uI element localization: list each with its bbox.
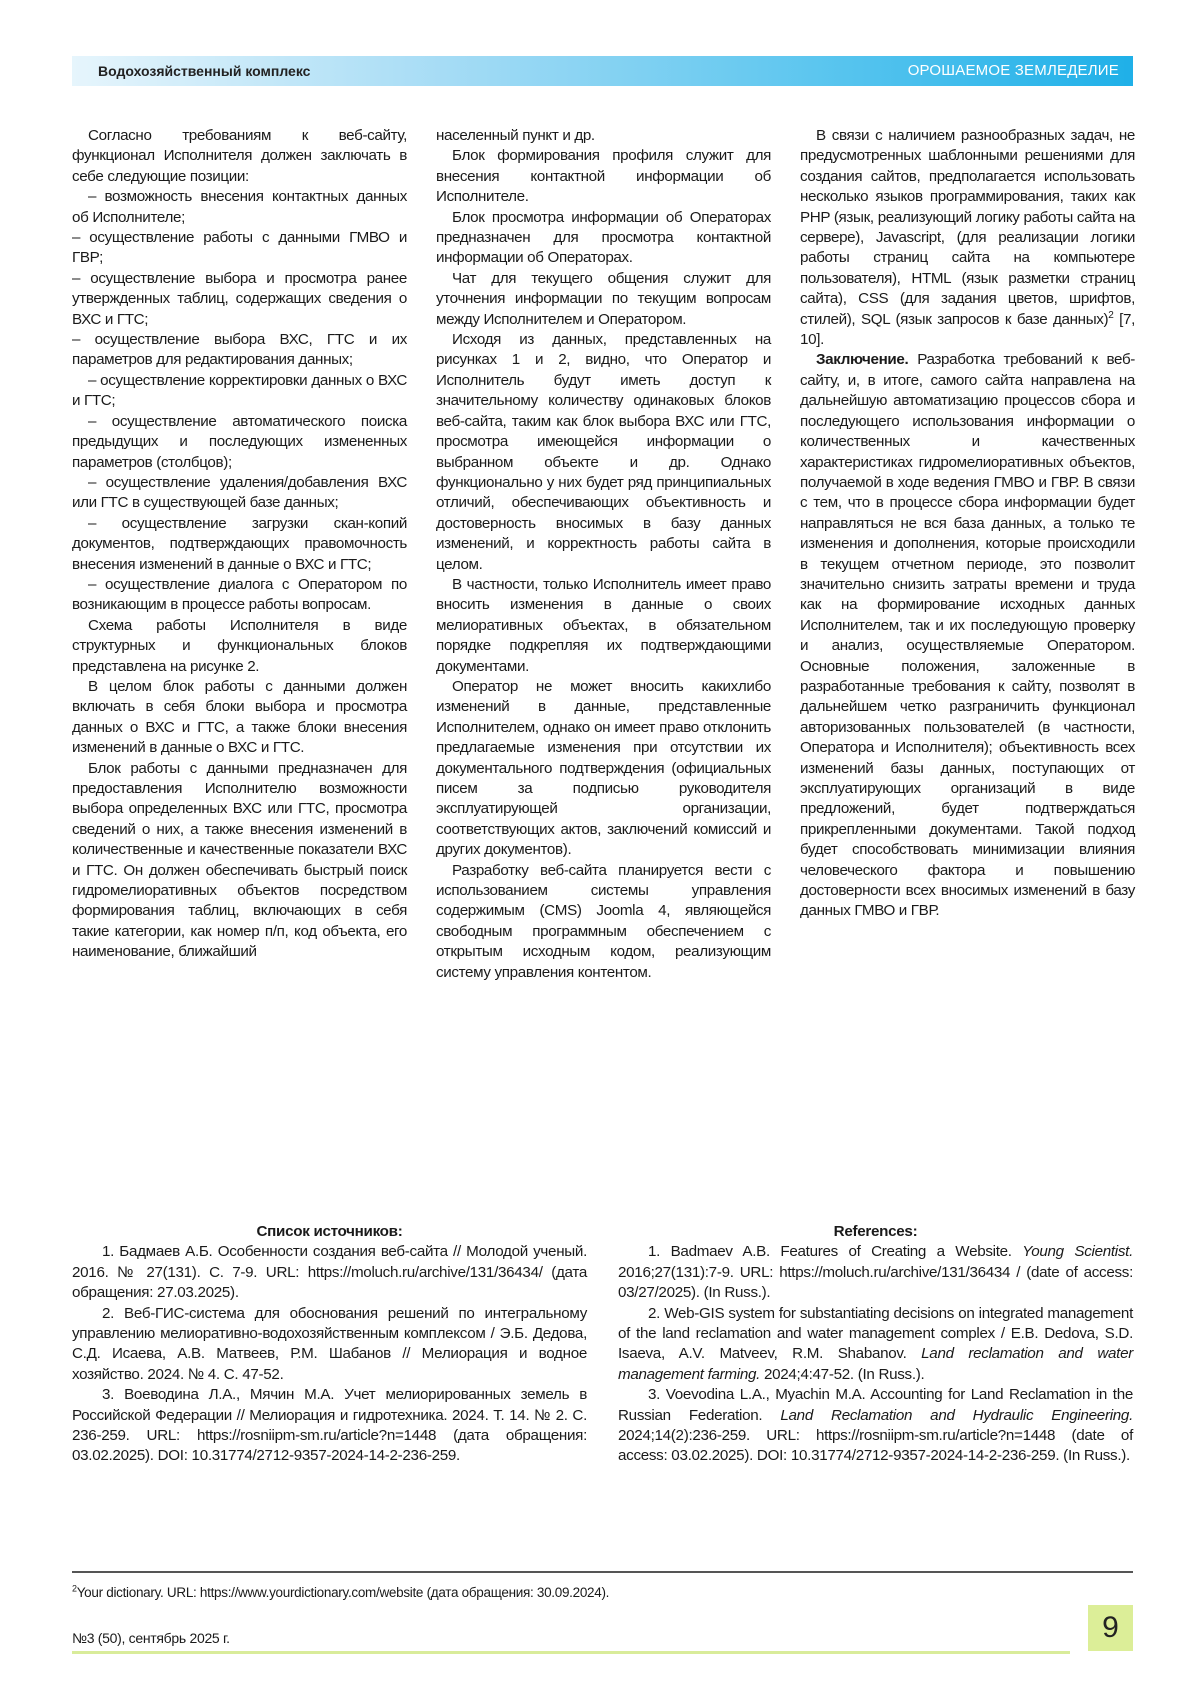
list-item: – осуществление выбора ВХС, ГТС и их параметров для редактирования данных; [72,330,407,371]
reference-item [618,1304,1133,1386]
ref-text: 2. Web-GIS system for substantiating decisions on integrated management of the land reclamation and water management complex / E.B. Dedova, S.D. Isaeva, A.V. Matveev, R.M. Shabanov. [618,1305,1133,1363]
ref-journal: Land Reclamation and Hydraulic Engineering. [780,1407,1133,1424]
text-column-1 [72,126,407,963]
ref-journal: Young Scientist. [1022,1243,1133,1260]
issue-info: №3 (50), сентябрь 2025 г. [72,1630,230,1646]
footnote-divider [72,1571,1133,1573]
list-item: – осуществление корректировки данных о ВХС и ГТС; [72,371,407,412]
paragraph: Разработку веб-сайта планируется вести с использованием системы управления содержимым (CMS) Joomla 4, являющейся свободным программным обеспечением с открытым исходным кодом, реализующим систему управления контентом. [436,861,771,983]
footnote-mark: 2 [72,1584,77,1594]
reference-item: 1. Бадмаев А.Б. Особенности создания веб-сайта // Молодой ученый. 2016. № 27(131). С. 7-9. URL: https://moluch.ru/archive/131/36434/ (дата обращения: 27.03.2025). [72,1242,587,1303]
paragraph: Блок формирования профиля служит для внесения контактной информации об Исполнителе. [436,146,771,207]
paragraph: Блок работы с данными предназначен для предоставления Исполнителю возможности выбора определенных ВХС или ГТС, просмотра сведений о них, а также внесения изменений в количественные и качественные показатели ВХС и ГТС. Он должен обеспечивать быстрый поиск гидромелиоративных объектов посредством формирования таблиц, включающих в себя такие категории, как номер п/п, код объекта, его наименование, ближайший [72,759,407,963]
ref-text: 1. Badmaev A.B. Features of Creating a Website. [648,1243,1022,1260]
list-item: – осуществление удаления/добавления ВХС или ГТС в существующей базе данных; [72,473,407,514]
paragraph: Исходя из данных, представленных на рисунках 1 и 2, видно, что Оператор и Исполнитель будут иметь доступ к значительному количеству одинаковых блоков веб-сайта, таким как блок выбора ВХС или ГТС, просмотра имеющейся информации о выбранном объекте и др. Однако функционально у них будет ряд принципиальных отличий, обеспечивающих объективность и достоверность вносимых в базу данных изменений, и корректность работы сайта в целом. [436,330,771,575]
references-ru [72,1222,587,1467]
list-item: – возможность внесения контактных данных об Исполнителе; [72,187,407,228]
paragraph: населенный пункт и др. [436,126,771,146]
paragraph-text: Разработка требований к веб-сайту, и, в итоге, самого сайта направлена на дальнейшую автоматизацию процессов сбора и последующего использования информации о количественных и качественных характеристиках гидромелиоративных объектов, получаемой в ходе ведения ГМВО и ГВР. В связи с тем, что в процессе сбора информации будет направляться не вся база данных, а только те изменения и дополнения, которые происходили в текущем отчетном периоде, это позволит значительно снизить затраты времени и труда как на формирование исходных данных Исполнителем, так и их последующую проверку и анализ, осуществляемые Оператором. Основные положения, заложенные в разработанные требования к сайту, позволят в дальнейшем четко разграничить функционал авторизованных пользователей (в частности, Оператора и Исполнителя); объективность всех изменений базы данных, поступающих от эксплуатирующих организаций в виде предложений, будет подтверждаться прикрепленными документами. Такой подход будет способствовать минимизации влияния человеческого фактора и повышению достоверности всех вносимых изменений в базу данных ГМВО и ГВР. [800,351,1135,919]
paragraph: В целом блок работы с данными должен включать в себя блоки выбора и просмотра данных о ВХС и ГТС, а также блоки внесения изменений в данные о ВХС и ГТС. [72,677,407,759]
references-title: References: [618,1222,1133,1242]
reference-item [618,1385,1133,1467]
list-item: – осуществление выбора и просмотра ранее утвержденных таблиц, содержащих сведения о ВХС и ГТС; [72,269,407,330]
list-item: – осуществление автоматического поиска предыдущих и последующих измененных параметров (столбцов); [72,412,407,473]
paragraph: Блок просмотра информации об Операторах предназначен для просмотра контактной информации об Операторах. [436,208,771,269]
ref-text: 2024;14(2):236-259. URL: https://rosniipm-sm.ru/article?n=1448 (date of access: 03.02.2025). DOI: 10.31774/2712-9357-2024-14-2-236-259. (In Russ.). [618,1427,1133,1464]
conclusion-heading: Заключение. [816,351,908,368]
citation: [7, 10]. [800,311,1135,348]
running-header [72,56,1133,86]
paragraph: В частности, только Исполнитель имеет право вносить изменения в данные о своих мелиоративных объектах, в обязательном порядке подкрепляя их подтверждающими документами. [436,575,771,677]
ref-text: 3. Voevodina L.A., Myachin M.A. Accounting for Land Reclamation in the Russian Federation. [618,1386,1133,1423]
references-en [618,1222,1133,1467]
text-column-2 [436,126,771,983]
reference-item: 3. Воеводина Л.А., Мячин М.А. Учет мелиорированных земель в Российской Федерации // Мелиорация и гидротехника. 2024. Т. 14. № 2. С. 236-259. URL: https://rosniipm-sm.ru/article?n=1448 (дата обращения: 03.02.2025). DOI: 10.31774/2712-9357-2024-14-2-236-259. [72,1385,587,1467]
ref-text: 2024;4:47-52. (In Russ.). [760,1366,924,1383]
paragraph: Согласно требованиям к веб-сайту, функционал Исполнителя должен заключать в себе следующие позиции: [72,126,407,187]
journal-section: Водохозяйственный комплекс [98,63,310,79]
paragraph: Схема работы Исполнителя в виде структурных и функциональных блоков представлена на рисунке 2. [72,616,407,677]
paragraph: Оператор не может вносить какихлибо изменений в данные, представленные Исполнителем, однако он имеет право отклонить предлагаемые изменения при отсутствии их документального подтверждения (официальных писем за подписью руководителя эксплуатирующей организации, соответствующих актов, заключений комиссий и других документов). [436,677,771,861]
reference-item: 2. Веб-ГИС-система для обоснования решений по интегральному управлению мелиоративно-водохозяйственным комплексом / Э.Б. Дедова, С.Д. Исаева, А.В. Матвеев, Р.М. Шабанов // Мелиорация и водное хозяйство. 2024. № 4. С. 47-52. [72,1304,587,1386]
references-title: Список источников: [72,1222,587,1242]
paragraph: Чат для текущего общения служит для уточнения информации по текущим вопросам между Исполнителем и Оператором. [436,269,771,330]
ref-journal: Land reclamation and water management farming. [618,1345,1133,1382]
list-item: – осуществление работы с данными ГМВО и ГВР; [72,228,407,269]
rubric-title: ОРОШАЕМОЕ ЗЕМЛЕДЕЛИЕ [908,62,1119,79]
list-item: – осуществление загрузки скан-копий документов, подтверждающих правомочность внесения изменений в данные о ВХС и ГТС; [72,514,407,575]
page-number: 9 [1088,1605,1133,1651]
footnote-text: Your dictionary. URL: https://www.yourdictionary.com/website (дата обращения: 30.09.2024). [77,1585,609,1600]
paragraph [800,126,1135,350]
ref-text: 2016;27(131):7-9. URL: https://moluch.ru/archive/131/36434 / (date of access: 03/27/2025). (In Russ.). [618,1264,1133,1301]
list-item: – осуществление диалога с Оператором по возникающим в процессе работы вопросам. [72,575,407,616]
footer-line [72,1651,1070,1654]
footnote [72,1585,609,1600]
footnote-ref: 2 [1108,310,1113,321]
text-column-3 [800,126,1135,922]
conclusion-paragraph [800,350,1135,921]
reference-item [618,1242,1133,1303]
paragraph-text: В связи с наличием разнообразных задач, не предусмотренных шаблонными решениями для создания сайтов, предполагается использовать несколько языков программирования, таких как PHP (язык, реализующий логику работы сайта на сервере), Javascript, (для реализации логики работы страниц сайта на компьютере пользователя), HTML (язык разметки страниц сайта), CSS (для задания цветов, шрифтов, стилей), SQL (язык запросов к базе данных) [800,127,1135,328]
